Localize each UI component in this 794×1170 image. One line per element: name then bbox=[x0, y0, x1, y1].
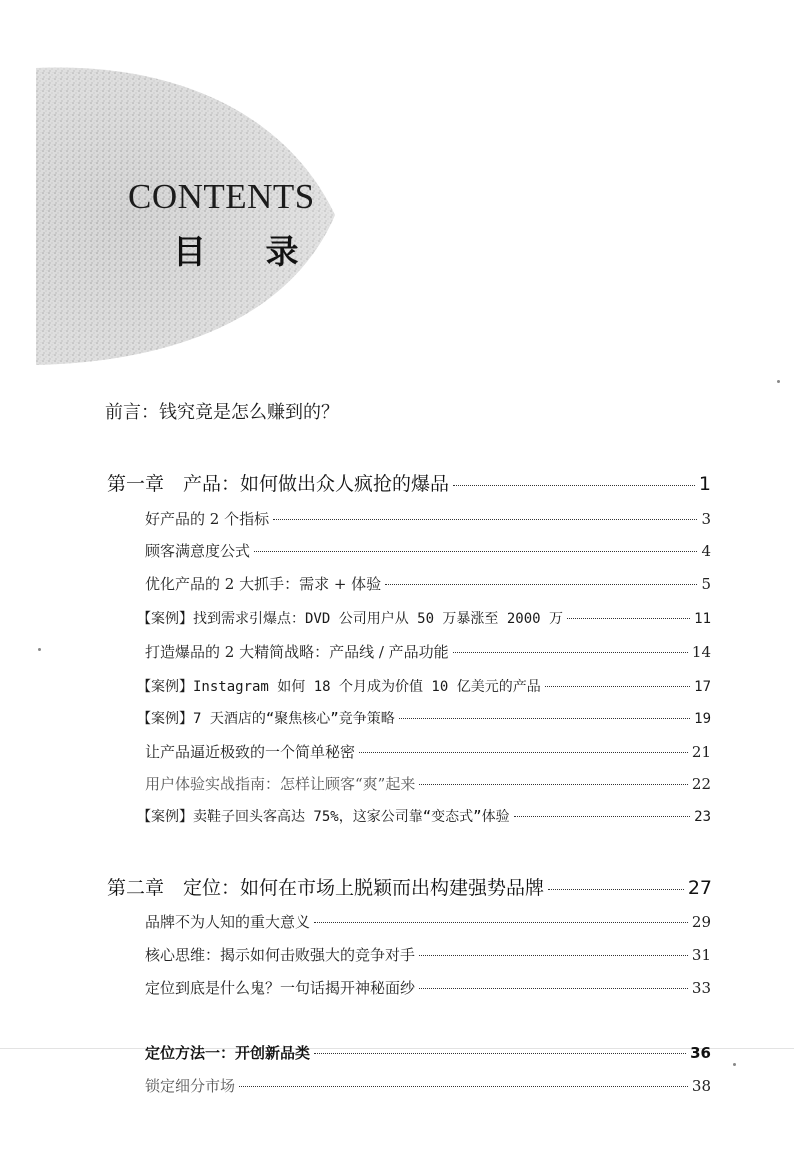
page-number: 29 bbox=[691, 913, 711, 931]
dot-leader bbox=[314, 1053, 686, 1054]
toc-entry[interactable] bbox=[145, 573, 711, 594]
entry-title: 用户体验实战指南：怎样让顾客“爽”起来 bbox=[145, 775, 416, 793]
scan-speck bbox=[38, 648, 41, 651]
dot-leader bbox=[567, 618, 690, 619]
dot-leader bbox=[419, 955, 688, 956]
page-number: 4 bbox=[701, 542, 711, 560]
page-number: 33 bbox=[691, 979, 711, 997]
entry-title: 锁定细分市场 bbox=[145, 1077, 236, 1095]
dot-leader bbox=[514, 816, 691, 817]
entry-title: 定位到底是什么鬼？一句话揭开神秘面纱 bbox=[145, 979, 416, 997]
toc-case-entry[interactable] bbox=[137, 708, 711, 728]
entry-title: 优化产品的 2 大抓手：需求 + 体验 bbox=[145, 575, 382, 593]
dot-leader bbox=[359, 752, 688, 753]
toc-chapter-1[interactable] bbox=[107, 469, 711, 496]
chapter-title: 第一章 产品：如何做出众人疯抢的爆品 bbox=[107, 473, 450, 495]
page-number: 3 bbox=[701, 510, 711, 528]
entry-title: 【案例】卖鞋子回头客高达 75%，这家公司靠“变态式”体验 bbox=[137, 809, 510, 825]
dot-leader bbox=[453, 485, 695, 486]
toc-chapter-2[interactable] bbox=[107, 873, 712, 900]
entry-title: 【案例】7 天酒店的“聚焦核心”竞争策略 bbox=[137, 711, 395, 727]
page-number: 36 bbox=[690, 1044, 711, 1062]
page-number: 1 bbox=[698, 473, 711, 495]
entry-title: 定位方法一：开创新品类 bbox=[145, 1044, 311, 1062]
toc-entry[interactable] bbox=[145, 641, 711, 662]
page-number: 14 bbox=[691, 643, 711, 661]
dot-leader bbox=[385, 584, 697, 585]
entry-title: 品牌不为人知的重大意义 bbox=[145, 913, 311, 931]
scan-speck bbox=[733, 1063, 736, 1066]
toc-entry[interactable] bbox=[145, 1075, 711, 1096]
toc-entry[interactable] bbox=[145, 540, 711, 561]
dot-leader bbox=[548, 889, 684, 890]
entry-title: 让产品逼近极致的一个简单秘密 bbox=[145, 743, 356, 761]
dot-leader bbox=[419, 784, 688, 785]
toc-case-entry[interactable] bbox=[137, 806, 711, 826]
toc-entry[interactable] bbox=[145, 911, 711, 932]
contents-title-zh: 目 录 bbox=[173, 232, 323, 271]
page-number: 21 bbox=[691, 743, 711, 761]
preface-entry[interactable]: 前言：钱究竟是怎么赚到的？ bbox=[105, 402, 339, 423]
page-number: 31 bbox=[691, 946, 711, 964]
dot-leader bbox=[453, 652, 688, 653]
entry-title: 好产品的 2 个指标 bbox=[145, 510, 270, 528]
dot-leader bbox=[273, 519, 697, 520]
toc-entry[interactable] bbox=[145, 773, 711, 794]
dot-leader bbox=[239, 1086, 688, 1087]
toc-entry[interactable] bbox=[145, 977, 711, 998]
toc-entry[interactable] bbox=[145, 741, 711, 762]
page-number: 23 bbox=[694, 809, 711, 825]
page-number: 17 bbox=[694, 679, 711, 695]
page-number: 38 bbox=[691, 1077, 711, 1095]
entry-title: 核心思维：揭示如何击败强大的竞争对手 bbox=[145, 946, 416, 964]
toc-entry[interactable] bbox=[145, 508, 711, 529]
scan-speck bbox=[777, 380, 780, 383]
dot-leader bbox=[419, 988, 688, 989]
toc-entry[interactable] bbox=[145, 944, 711, 965]
dot-leader bbox=[314, 922, 688, 923]
entry-title: 顾客满意度公式 bbox=[145, 542, 251, 560]
page-number: 27 bbox=[687, 877, 712, 899]
page-number: 19 bbox=[694, 711, 711, 727]
toc-method-entry[interactable] bbox=[145, 1042, 711, 1063]
chapter-title: 第二章 定位：如何在市场上脱颖而出构建强势品牌 bbox=[107, 877, 545, 899]
dot-leader bbox=[399, 718, 690, 719]
dot-leader bbox=[545, 686, 690, 687]
page-number: 11 bbox=[694, 611, 711, 627]
entry-title: 【案例】Instagram 如何 18 个月成为价值 10 亿美元的产品 bbox=[137, 679, 541, 695]
page-number: 5 bbox=[701, 575, 711, 593]
entry-title: 打造爆品的 2 大精简战略：产品线 / 产品功能 bbox=[145, 643, 449, 661]
toc-case-entry[interactable] bbox=[137, 676, 711, 696]
dot-leader bbox=[254, 551, 697, 552]
page-number: 22 bbox=[691, 775, 711, 793]
entry-title: 【案例】找到需求引爆点：DVD 公司用户从 50 万暴涨至 2000 万 bbox=[137, 611, 564, 627]
contents-title-en: CONTENTS bbox=[128, 177, 315, 216]
toc-case-entry[interactable] bbox=[137, 608, 711, 628]
